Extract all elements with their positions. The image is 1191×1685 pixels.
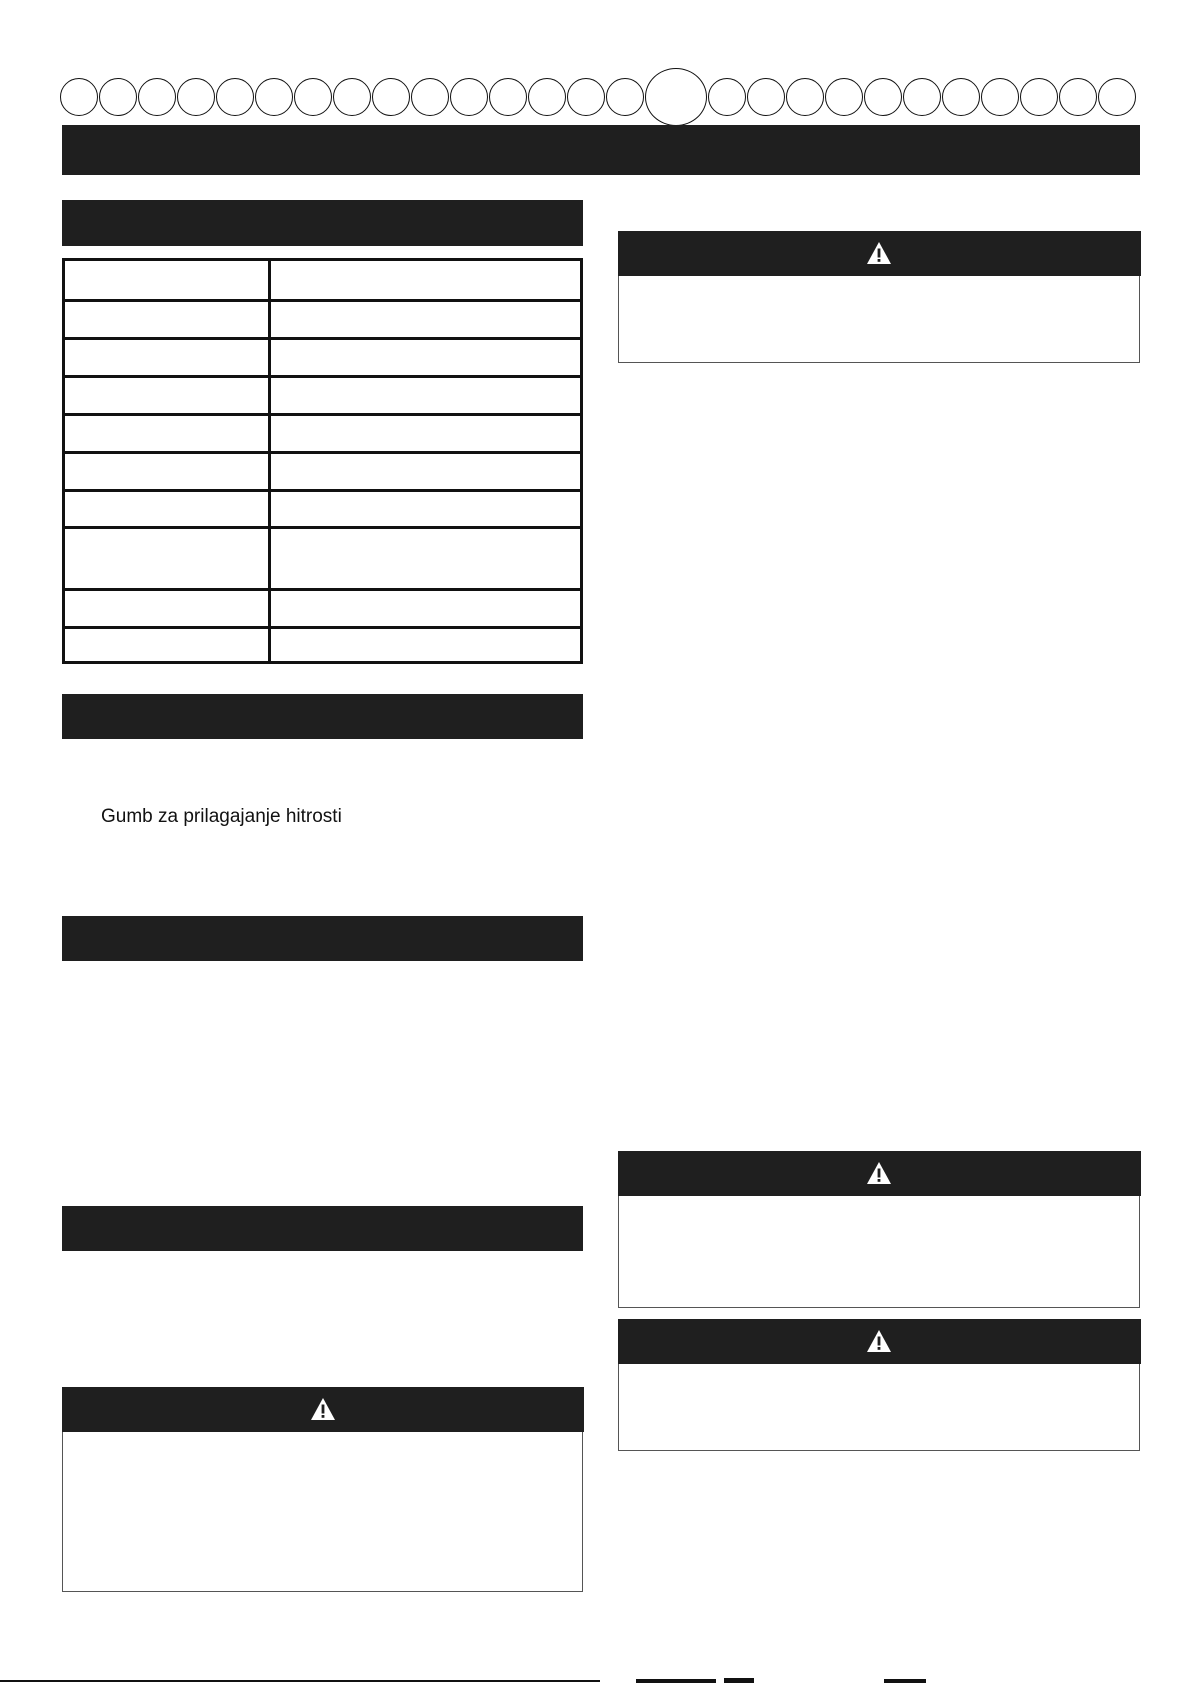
page-bottom-edge-fragment — [724, 1678, 754, 1683]
product-description-header — [62, 694, 583, 739]
warning-triangle-icon — [310, 1397, 336, 1421]
language-circle-active[interactable] — [645, 68, 707, 126]
language-circle[interactable] — [786, 78, 824, 116]
table-row — [65, 588, 580, 629]
language-circle[interactable] — [747, 78, 785, 116]
language-selector — [60, 68, 1140, 126]
warning-box-header — [618, 1319, 1141, 1364]
language-circle[interactable] — [708, 78, 746, 116]
table-row — [65, 299, 580, 340]
warning-box-header — [62, 1387, 584, 1432]
table-row — [65, 375, 580, 416]
language-circle[interactable] — [177, 78, 215, 116]
language-circle[interactable] — [864, 78, 902, 116]
language-circle[interactable] — [1098, 78, 1136, 116]
part-label-speed-adjustment-knob: Gumb za prilagajanje hitrosti — [101, 806, 342, 827]
warning-box — [618, 1319, 1140, 1451]
language-circle[interactable] — [528, 78, 566, 116]
language-circle[interactable] — [942, 78, 980, 116]
language-circle[interactable] — [138, 78, 176, 116]
warning-box-header — [618, 231, 1141, 276]
table-row — [65, 626, 580, 661]
table-row — [65, 451, 580, 492]
section-header — [62, 1206, 583, 1251]
language-circle[interactable] — [489, 78, 527, 116]
language-circle[interactable] — [60, 78, 98, 116]
section-header — [62, 916, 583, 961]
language-circle[interactable] — [333, 78, 371, 116]
page-bottom-edge-fragment — [884, 1679, 926, 1683]
language-circle[interactable] — [255, 78, 293, 116]
warning-box-header — [618, 1151, 1141, 1196]
page-bottom-edge-line — [0, 1680, 600, 1682]
language-circle[interactable] — [372, 78, 410, 116]
language-circle[interactable] — [294, 78, 332, 116]
warning-triangle-icon — [866, 1329, 892, 1353]
table-row — [65, 261, 580, 302]
section-title-bar — [62, 125, 1140, 175]
language-circle[interactable] — [411, 78, 449, 116]
language-circle[interactable] — [216, 78, 254, 116]
warning-box — [618, 231, 1140, 363]
page-bottom-edge-fragment — [636, 1679, 716, 1683]
table-row — [65, 526, 580, 591]
warning-box — [62, 1387, 583, 1592]
language-circle[interactable] — [825, 78, 863, 116]
specifications-table — [62, 258, 583, 664]
table-row — [65, 489, 580, 529]
language-circle[interactable] — [1059, 78, 1097, 116]
language-circle[interactable] — [450, 78, 488, 116]
language-circle[interactable] — [903, 78, 941, 116]
language-circle[interactable] — [567, 78, 605, 116]
specifications-header — [62, 200, 583, 246]
table-row — [65, 413, 580, 454]
table-row — [65, 337, 580, 378]
warning-triangle-icon — [866, 1161, 892, 1185]
warning-box — [618, 1151, 1140, 1308]
language-circle[interactable] — [1020, 78, 1058, 116]
warning-triangle-icon — [866, 241, 892, 265]
language-circle[interactable] — [981, 78, 1019, 116]
language-circle[interactable] — [99, 78, 137, 116]
language-circle[interactable] — [606, 78, 644, 116]
